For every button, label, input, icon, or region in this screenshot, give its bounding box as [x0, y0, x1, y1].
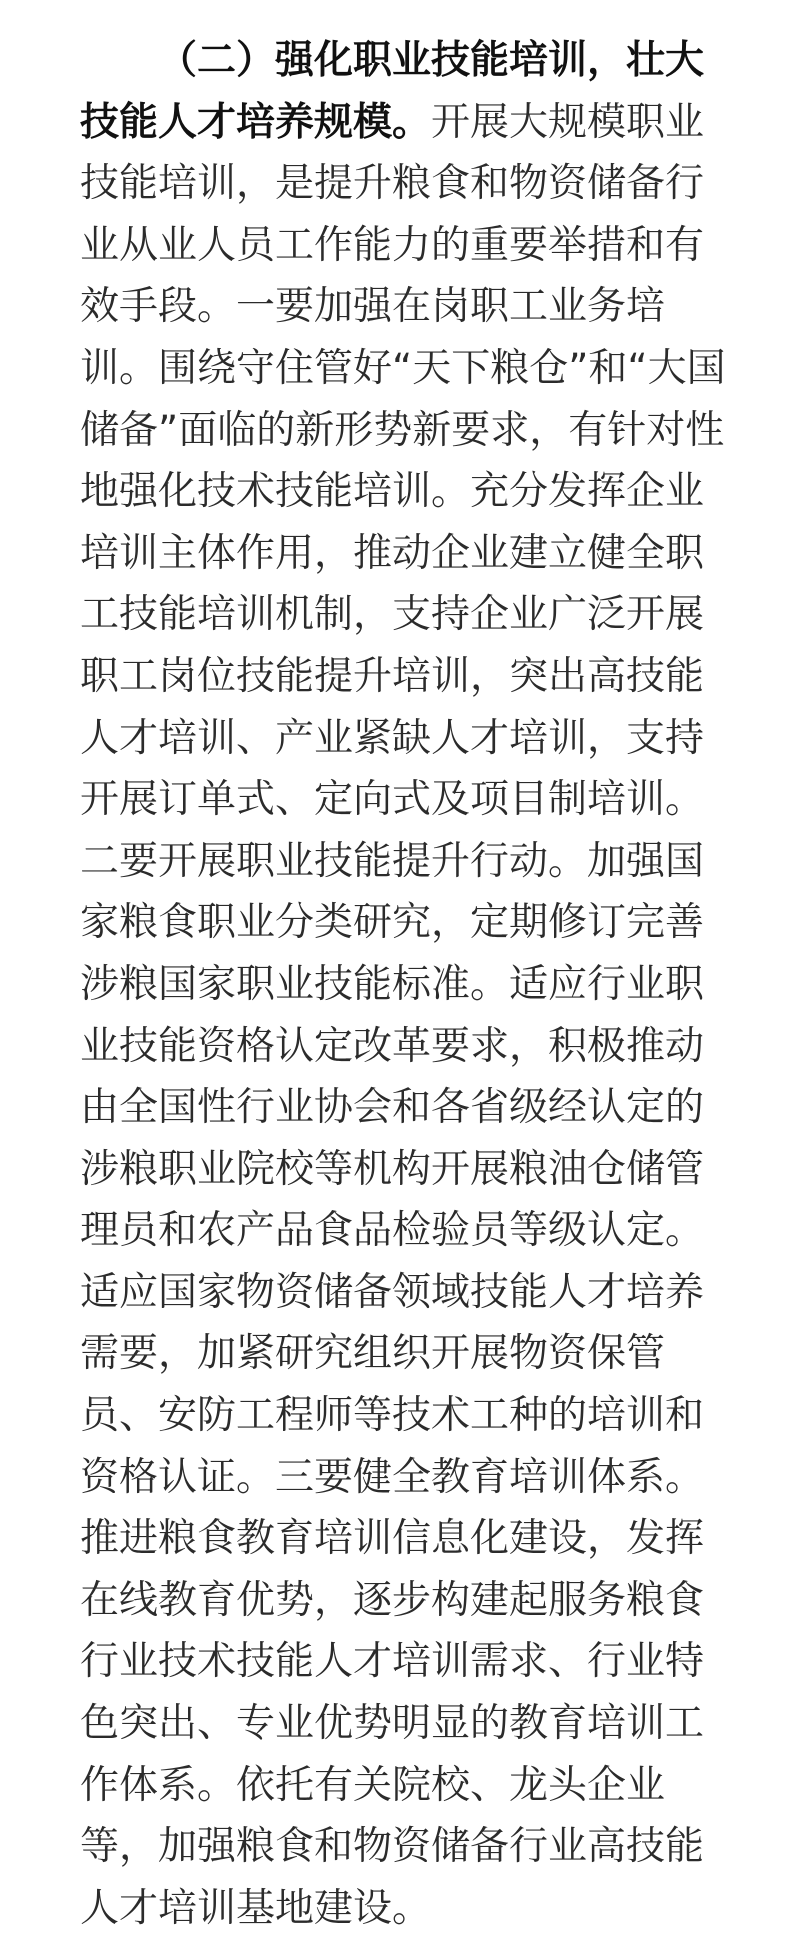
paragraph-line: [80, 1570, 720, 1632]
line-text: 地强化技术技能培训。充分发挥企业: [80, 469, 705, 515]
line-text: 员、安防工程师等技术工种的培训和: [80, 1393, 705, 1439]
paragraph-line: [80, 954, 720, 1016]
line-text: 行业技术技能人才培训需求、行业特: [80, 1639, 705, 1685]
paragraph-line: [80, 92, 720, 154]
paragraph-line: [80, 646, 720, 708]
line-text: 效手段。一要加强在岗职工业务培: [80, 284, 666, 330]
line-text: 涉粮职业院校等机构开展粮油仓储管: [80, 1146, 705, 1192]
paragraph-line: [80, 708, 720, 770]
paragraph-line: [80, 1385, 720, 1447]
paragraph-line: [80, 1693, 720, 1755]
line-text: 业从业人员工作能力的重要举措和有: [80, 222, 705, 268]
paragraph-line: [80, 1508, 720, 1570]
line-text: 工技能培训机制，支持企业广泛开展: [80, 592, 705, 638]
paragraph-line: [80, 1077, 720, 1139]
paragraph-line: [80, 400, 725, 462]
paragraph-line: [80, 1816, 720, 1878]
paragraph-line: [80, 461, 720, 523]
line-text: 理员和农产品食品检验员等级认定。: [80, 1208, 705, 1254]
paragraph-line: [80, 769, 720, 831]
line-text: 职工岗位技能提升培训，突出高技能: [80, 653, 705, 699]
paragraph-line: [80, 338, 726, 400]
paragraph-line: [80, 1755, 720, 1817]
paragraph-line: [80, 1631, 720, 1693]
line-text: 训。围绕守住管好“天下粮仓”和“大国: [80, 345, 726, 391]
line-text: 储备”面临的新形势新要求，有针对性: [80, 407, 725, 453]
paragraph-line: [80, 1323, 720, 1385]
paragraph-line: [80, 1016, 720, 1078]
line-text: 人才培训、产业紧缺人才培训，支持: [80, 715, 705, 761]
line-text: 色突出、专业优势明显的教育培训工: [80, 1701, 705, 1747]
paragraph-line: [80, 584, 720, 646]
line-text: 需要，加紧研究组织开展物资保管: [80, 1331, 666, 1377]
line-text: 等，加强粮食和物资储备行业高技能: [80, 1824, 705, 1870]
paragraph-line: [80, 1447, 720, 1509]
line-text: 人才培训基地建设。: [80, 1885, 432, 1931]
paragraph-line: [80, 523, 720, 585]
line-text: 作体系。依托有关院校、龙头企业: [80, 1762, 666, 1808]
paragraph-line: [80, 153, 720, 215]
line-text: 家粮食职业分类研究，定期修订完善: [80, 900, 705, 946]
paragraph-line: [80, 831, 720, 893]
line-text: 资格认证。三要健全教育培训体系。: [80, 1454, 705, 1500]
line-text: 涉粮国家职业技能标准。适应行业职: [80, 961, 705, 1007]
line-text: 在线教育优势，逐步构建起服务粮食: [80, 1577, 705, 1623]
line-text: 推进粮食教育培训信息化建设，发挥: [80, 1516, 705, 1562]
paragraph-line: [80, 1262, 720, 1324]
line-text: 开展大规模职业: [431, 99, 705, 145]
paragraph-line: [80, 892, 720, 954]
line-text: 由全国性行业协会和各省级经认定的: [80, 1085, 705, 1131]
line-text: 适应国家物资储备领域技能人才培养: [80, 1269, 705, 1315]
paragraph-line: [80, 1200, 720, 1262]
paragraph-line: [80, 215, 720, 277]
paragraph-line: [80, 1139, 720, 1201]
line-text: 业技能资格认定改革要求，积极推动: [80, 1023, 705, 1069]
section-heading-continued: 技能人才培养规模。: [80, 99, 432, 145]
paragraph-line: [80, 30, 720, 92]
line-text: 二要开展职业技能提升行动。加强国: [80, 838, 705, 884]
line-text: 开展订单式、定向式及项目制培训。: [80, 777, 705, 823]
line-text: 技能培训，是提升粮食和物资储备行: [80, 161, 705, 207]
paragraph-line: [80, 1878, 720, 1939]
paragraph-line: [80, 276, 720, 338]
section-heading: （二）强化职业技能培训，壮大: [158, 38, 705, 83]
line-text: 培训主体作用，推动企业建立健全职: [80, 530, 705, 576]
article-body: [80, 30, 726, 1939]
